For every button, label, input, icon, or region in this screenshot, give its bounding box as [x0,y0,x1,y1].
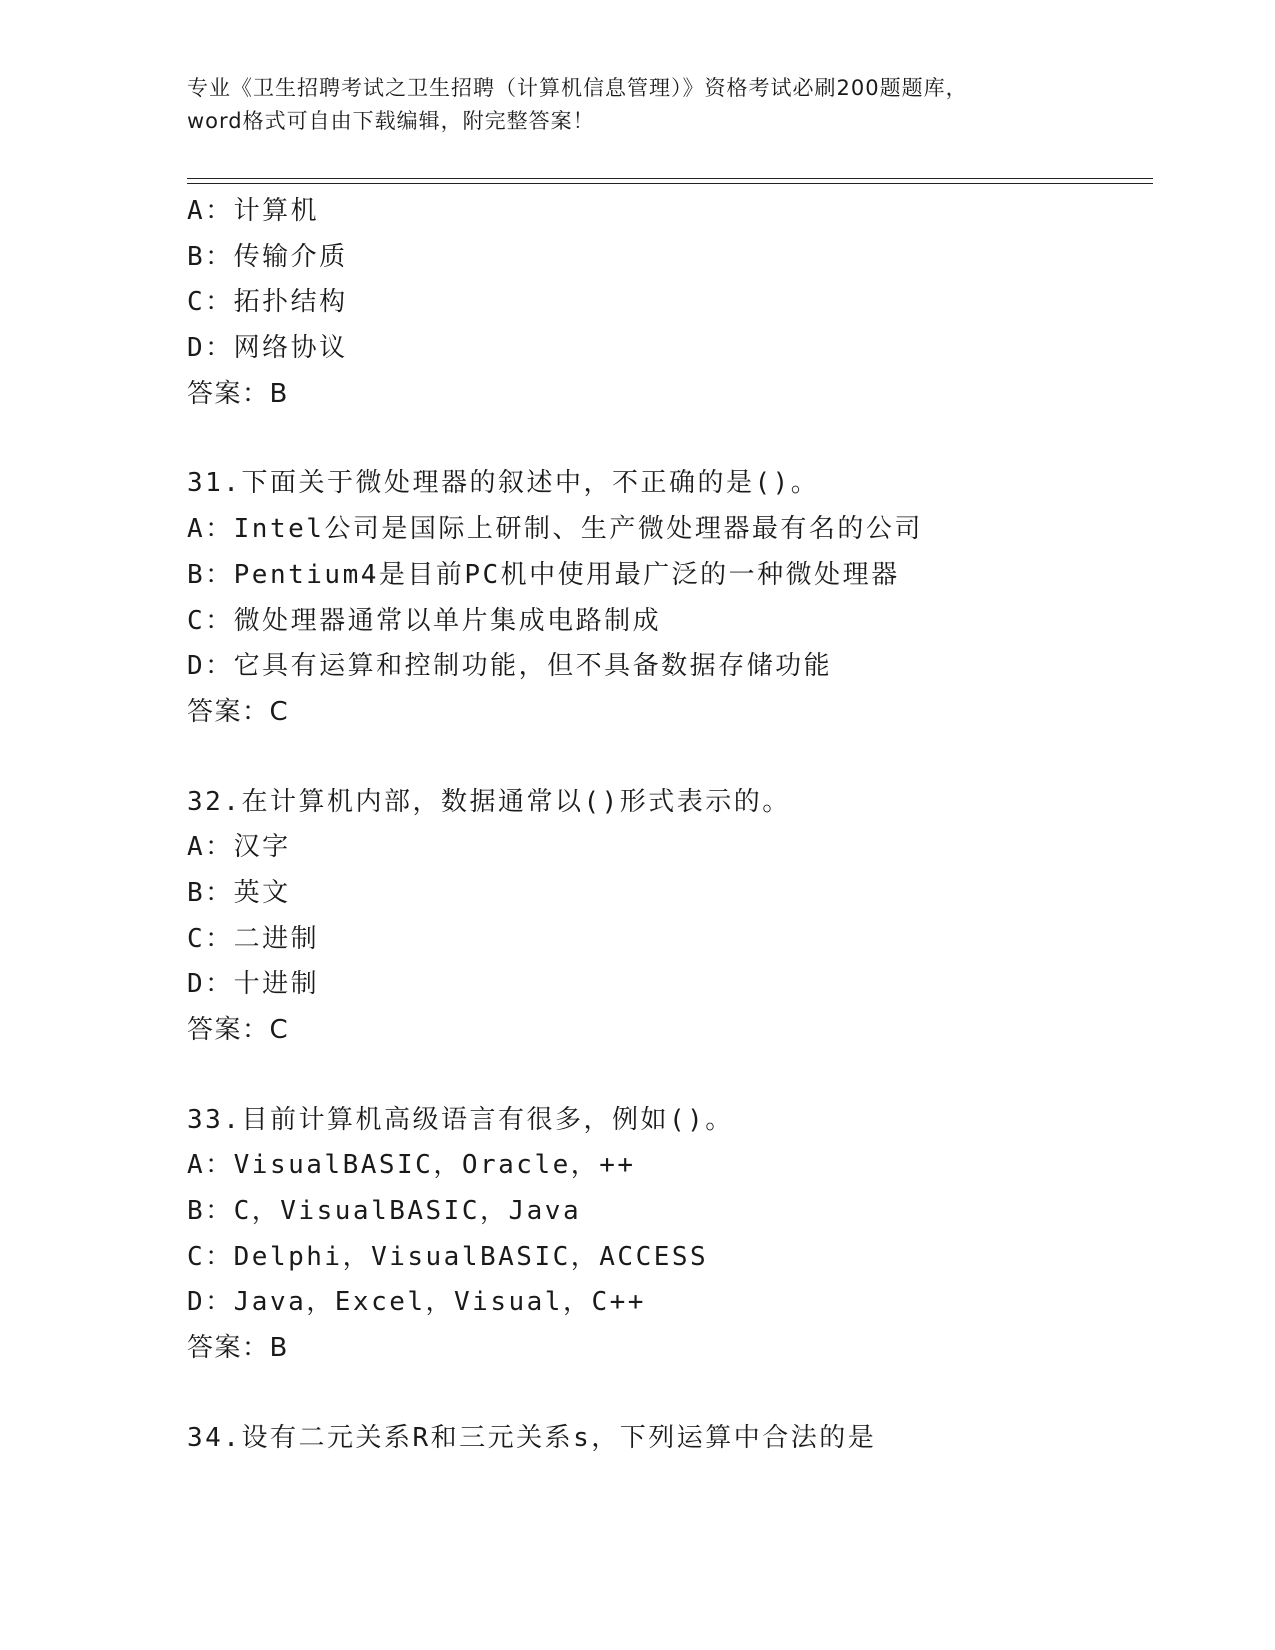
option-a: A：Intel公司是国际上研制、生产微处理器最有名的公司 [187,514,923,545]
question-block [187,1098,1153,1372]
option-a: A：汉字 [187,832,291,863]
option-c: C：微处理器通常以单片集成电路制成 [187,605,662,636]
option-a: A：VisualBASIC，Oracle，++ [187,1150,636,1181]
header-line-2: word格式可自由下载编辑，附完整答案！ [187,109,595,133]
option-b: B：英文 [187,877,291,908]
question-list [187,189,1153,1462]
answer-text: 答案：B [187,378,289,409]
option-d: D：网络协议 [187,333,348,364]
option-c: C：二进制 [187,923,320,954]
answer-text: 答案：C [187,696,290,727]
option-b: B：C，VisualBASIC，Java [187,1196,582,1227]
block-spacer [187,736,1153,780]
option-a: A：计算机 [187,196,320,226]
block-spacer [187,1372,1153,1416]
question-text: 34.设有二元关系R和三元关系s，下列运算中合法的是 [187,1422,877,1453]
question-block [187,1416,1153,1462]
document-header [187,72,1087,138]
option-c: C：拓扑结构 [187,287,348,318]
answer-text: 答案：C [187,1015,290,1045]
option-d: D：它具有运算和控制功能，但不具备数据存储功能 [187,651,833,682]
block-spacer [187,417,1153,461]
option-d: D：十进制 [187,969,320,1000]
option-d: D：Java，Excel，Visual，C++ [187,1287,646,1318]
question-text: 33.目前计算机高级语言有很多，例如()。 [187,1104,734,1135]
header-divider-bottom [187,183,1153,184]
question-block [187,461,1153,735]
question-block [187,780,1153,1054]
question-text: 31.下面关于微处理器的叙述中，不正确的是()。 [187,468,820,499]
option-b: B：传输介质 [187,241,348,272]
option-c: C：Delphi，VisualBASIC，ACCESS [187,1241,709,1272]
answer-text: 答案：B [187,1333,289,1364]
header-divider-top [187,178,1153,179]
block-spacer [187,1054,1153,1098]
option-b: B：Pentium4是目前PC机中使用最广泛的一种微处理器 [187,559,900,590]
header-line-1: 专业《卫生招聘考试之卫生招聘（计算机信息管理）》资格考试必刷200题题库， [187,76,968,100]
question-block [187,189,1153,417]
question-text: 32.在计算机内部，数据通常以()形式表示的。 [187,786,791,817]
